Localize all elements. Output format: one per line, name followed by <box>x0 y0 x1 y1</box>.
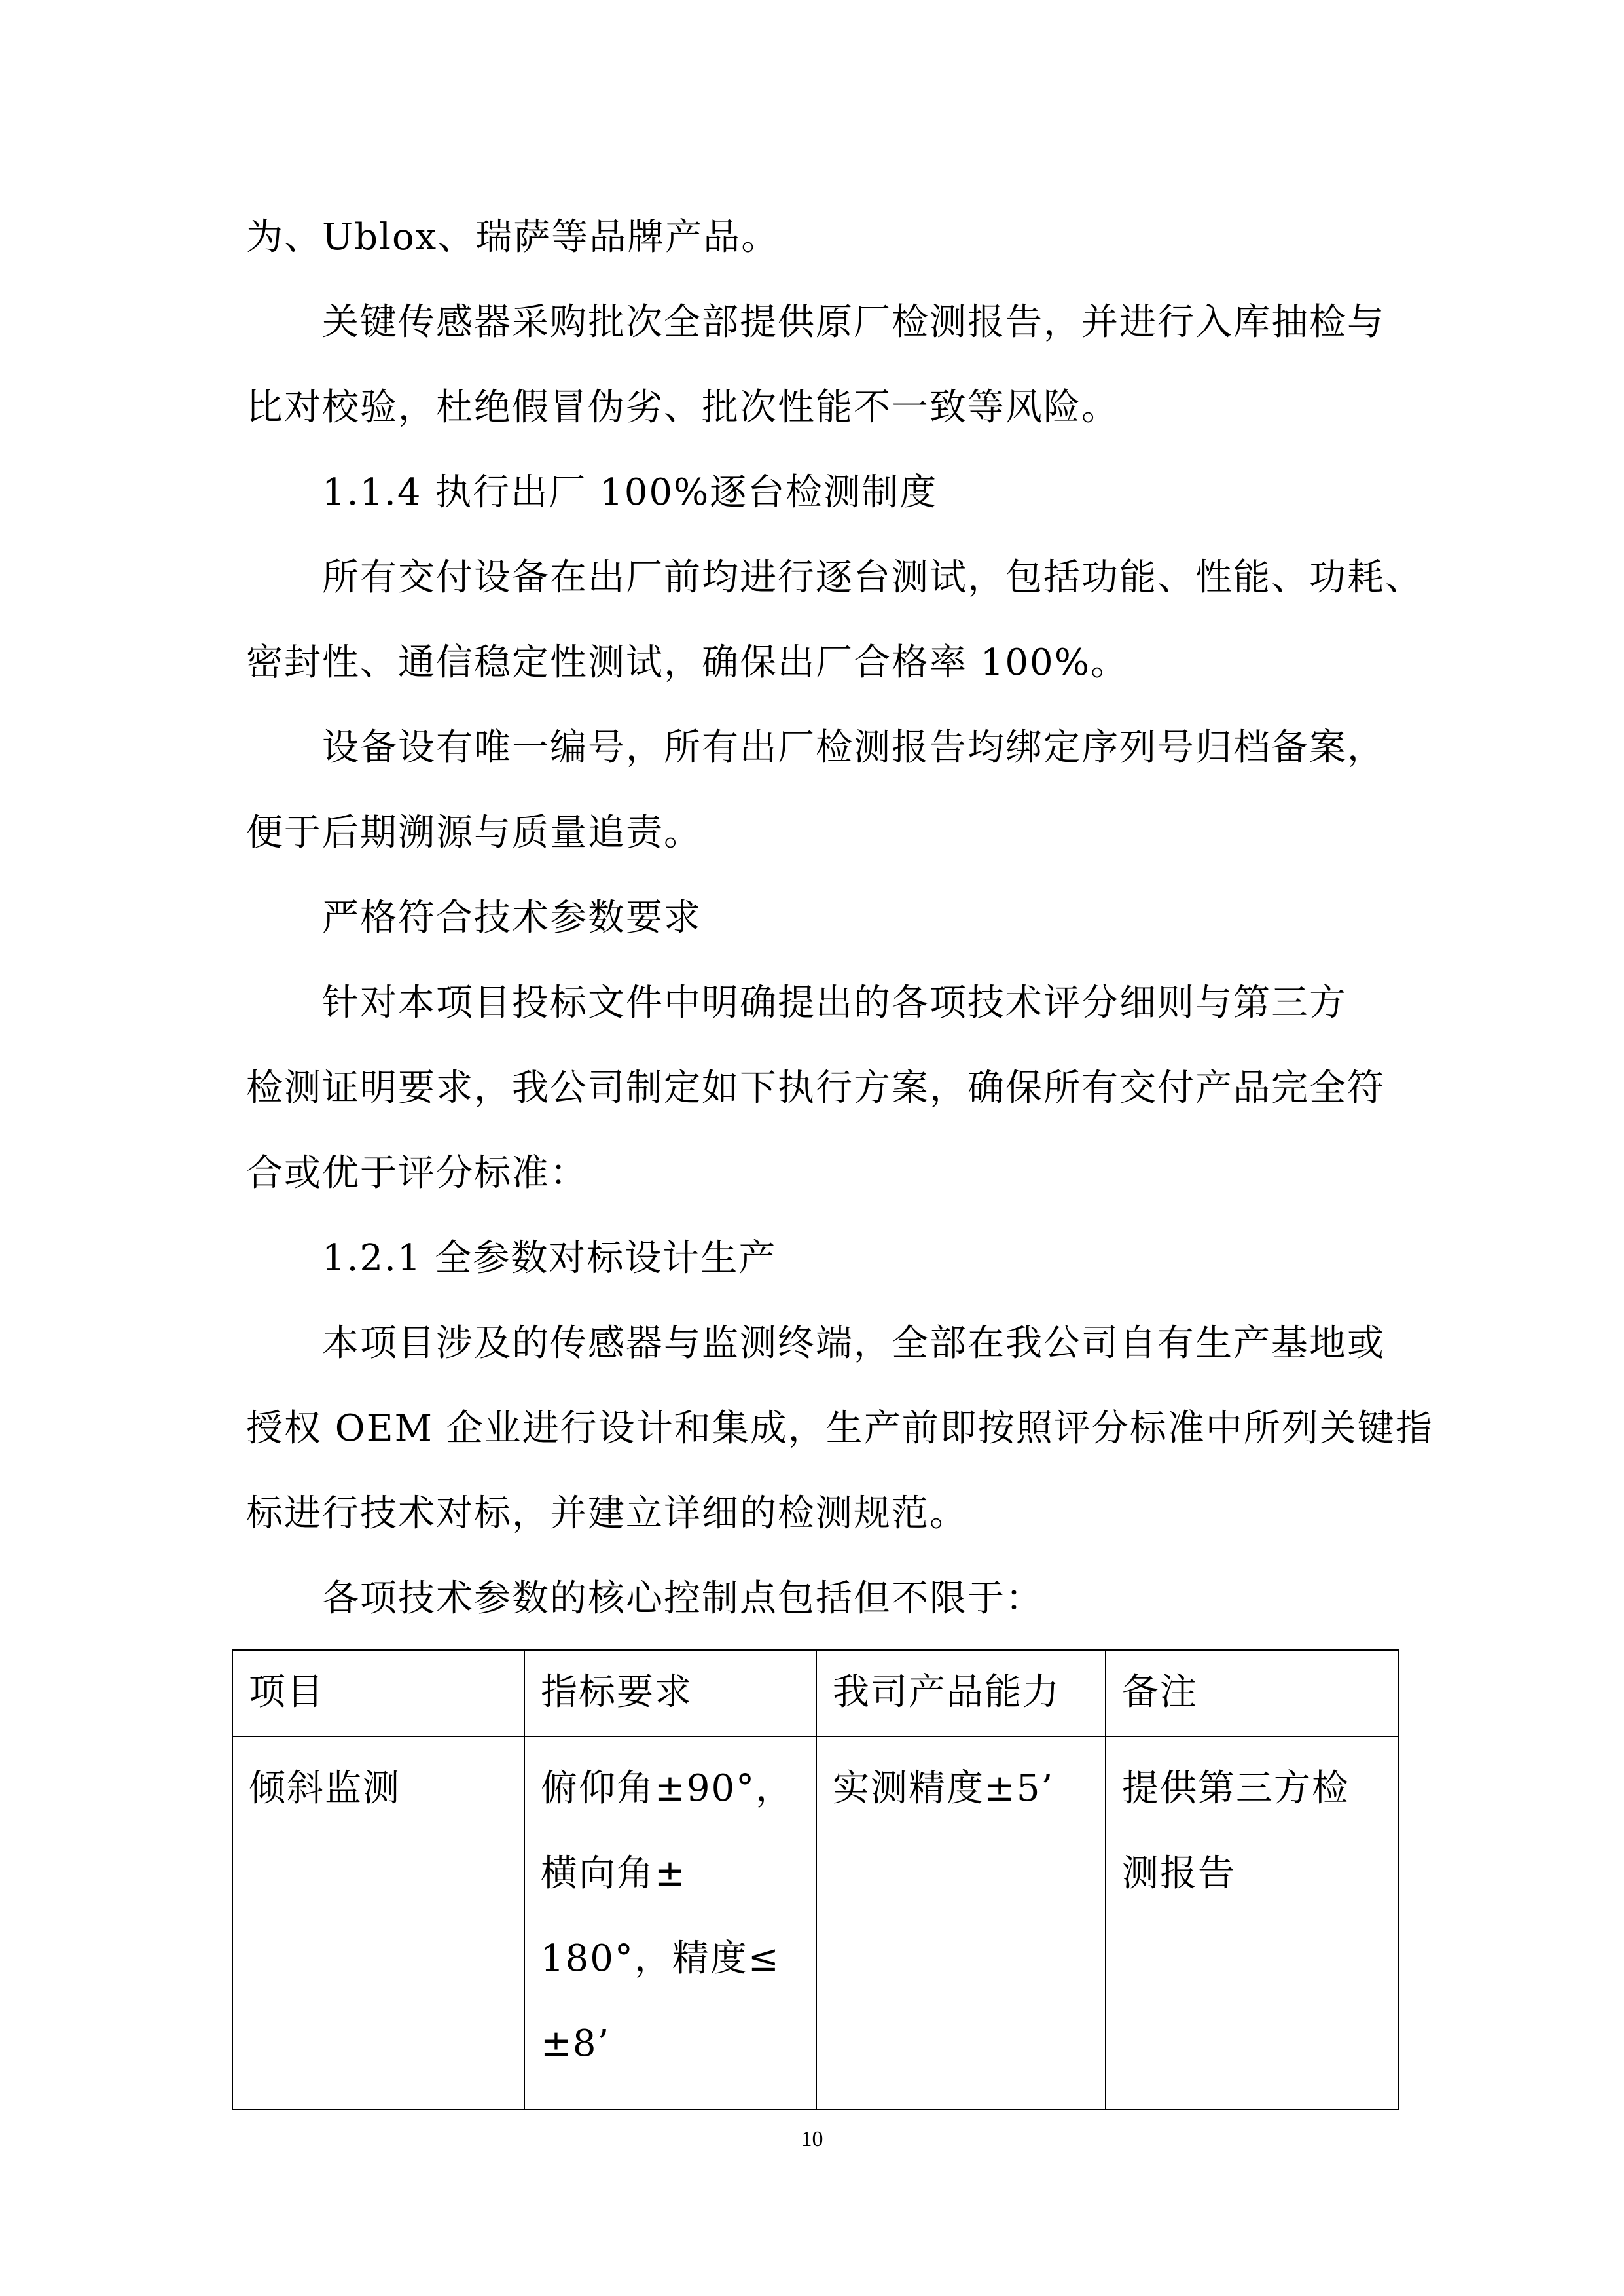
section-heading-1-1-4: 1.1.4 执行出厂 100%逐台检测制度 <box>322 471 938 514</box>
header-remark: 备注 <box>1106 1650 1399 1736</box>
header-item: 项目 <box>232 1650 524 1736</box>
paragraph-line: 合或优于评分标准： <box>246 1152 588 1194</box>
cell-line: 提供第三方检 <box>1122 1767 1350 1810</box>
paragraph-line: 所有交付设备在出厂前均进行逐台测试，包括功能、性能、功耗、 <box>322 556 1423 599</box>
table-header-row <box>232 1650 1399 1736</box>
paragraph-line: 设备设有唯一编号，所有出厂检测报告均绑定序列号归档备案， <box>322 726 1385 769</box>
cell-line: 横向角± <box>541 1852 687 1895</box>
cell-requirement <box>524 1736 816 2109</box>
technical-parameters-table <box>232 1649 1399 2110</box>
cell-line: ±8’ <box>541 2022 611 2065</box>
paragraph-line: 关键传感器采购批次全部提供原厂检测报告，并进行入库抽检与 <box>322 301 1385 344</box>
cell-line: 180°，精度≤ <box>541 1937 780 1980</box>
table-row <box>232 1736 1399 2109</box>
cell-remark <box>1106 1736 1399 2109</box>
cell-line: 俯仰角±90°， <box>541 1767 794 1810</box>
cell-line: 测报告 <box>1122 1852 1236 1895</box>
header-requirement: 指标要求 <box>524 1650 816 1736</box>
paragraph-line: 针对本项目投标文件中明确提出的各项技术评分细则与第三方 <box>322 982 1347 1024</box>
page-number: 10 <box>801 2127 823 2151</box>
section-heading-requirements: 严格符合技术参数要求 <box>322 897 702 939</box>
paragraph-line: 密封性、通信稳定性测试，确保出厂合格率 100%。 <box>246 641 1128 684</box>
paragraph-line: 便于后期溯源与质量追责。 <box>246 812 702 854</box>
header-capability: 我司产品能力 <box>816 1650 1106 1736</box>
paragraph-line: 比对校验，杜绝假冒伪劣、批次性能不一致等风险。 <box>246 386 1119 429</box>
cell-item: 倾斜监测 <box>232 1736 524 2109</box>
paragraph-line: 为、Ublox、瑞萨等品牌产品。 <box>246 216 780 259</box>
paragraph-line: 本项目涉及的传感器与监测终端，全部在我公司自有生产基地或 <box>322 1322 1385 1365</box>
paragraph-line: 授权 OEM 企业进行设计和集成，生产前即按照评分标准中所列关键指 <box>246 1407 1434 1450</box>
paragraph-line: 标进行技术对标，并建立详细的检测规范。 <box>246 1492 967 1535</box>
cell-capability: 实测精度±5’ <box>816 1736 1106 2109</box>
paragraph-line: 各项技术参数的核心控制点包括但不限于： <box>322 1577 1043 1620</box>
section-heading-1-2-1: 1.2.1 全参数对标设计生产 <box>322 1237 777 1280</box>
paragraph-line: 检测证明要求，我公司制定如下执行方案，确保所有交付产品完全符 <box>246 1067 1385 1109</box>
